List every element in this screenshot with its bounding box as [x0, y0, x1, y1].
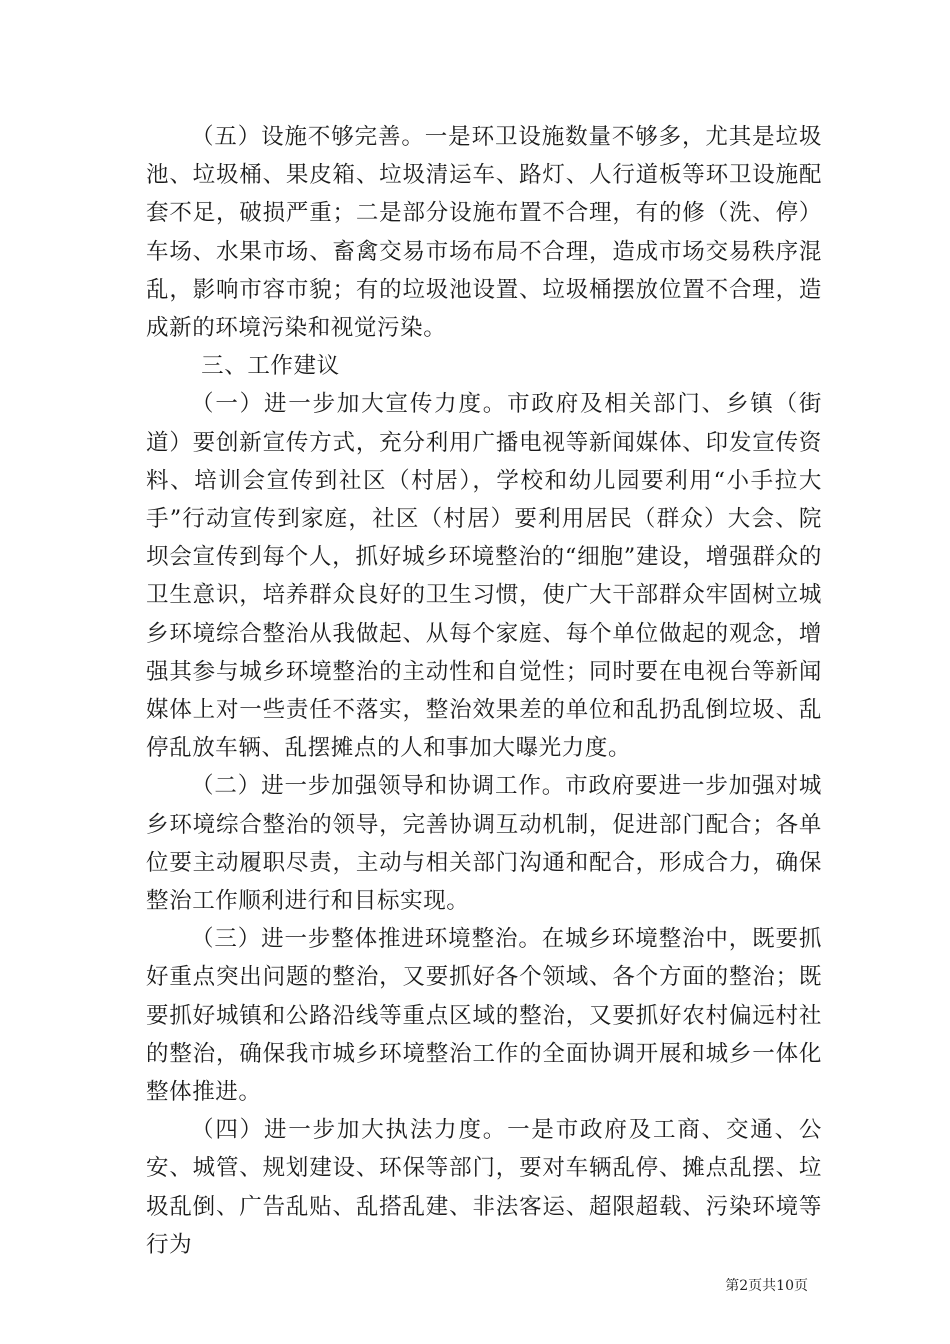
page-number-footer: 第2页共10页 — [725, 1278, 808, 1294]
document-body — [146, 118, 822, 1264]
paragraph-overall-promotion: （三）进一步整体推进环境整治。在城乡环境整治中，既要抓好重点突出问题的整治，又要抓好各个领域、各个方面的整治；既要抓好城镇和公路沿线等重点区域的整治，又要抓好农村偏远村社的整治，确保我市城乡环境整治工作的全面协调开展和城乡一体化整体推进。 — [146, 926, 822, 1106]
paragraph-leadership: （二）进一步加强领导和协调工作。市政府要进一步加强对城乡环境综合整治的领导，完善协调互动机制，促进部门配合；各单位要主动履职尽责，主动与相关部门沟通和配合，形成合力，确保整治工作顺利进行和目标实现。 — [146, 773, 822, 915]
paragraph-law-enforcement: （四）进一步加大执法力度。一是市政府及工商、交通、公安、城管、规划建设、环保等部门，要对车辆乱停、摊点乱摆、垃圾乱倒、广告乱贴、乱搭乱建、非法客运、超限超载、污染环境等行为 — [146, 1117, 822, 1258]
paragraph-publicity: （一）进一步加大宣传力度。市政府及相关部门、乡镇（街道）要创新宣传方式，充分利用广播电视等新闻媒体、印发宣传资料、培训会宣传到社区（村居），学校和幼儿园要利用“小手拉大手”行动宣传到家庭，社区（村居）要利用居民（群众）大会、院坝会宣传到每个人，抓好城乡环境整治的“细胞”建设，增强群众的卫生意识，培养群众良好的卫生习惯，使广大干部群众牢固树立城乡环境综合整治从我做起、从每个家庭、每个单位做起的观念，增强其参与城乡环境整治的主动性和自觉性；同时要在电视台等新闻媒体上对一些责任不落实，整治效果差的单位和乱扔乱倒垃圾、乱停乱放车辆、乱摆摊点的人和事加大曝光力度。 — [146, 391, 822, 762]
section-heading-suggestions: 三、工作建议 — [201, 353, 340, 380]
paragraph-facilities: （五）设施不够完善。一是环卫设施数量不够多，尤其是垃圾池、垃圾桶、果皮箱、垃圾清运车、路灯、人行道板等环卫设施配套不足，破损严重；二是部分设施布置不合理，有的修（洗、停）车场、水果市场、畜禽交易市场布局不合理，造成市场交易秩序混乱，影响市容市貌；有的垃圾池设置、垃圾桶摆放位置不合理，造成新的环境污染和视觉污染。 — [146, 124, 822, 342]
